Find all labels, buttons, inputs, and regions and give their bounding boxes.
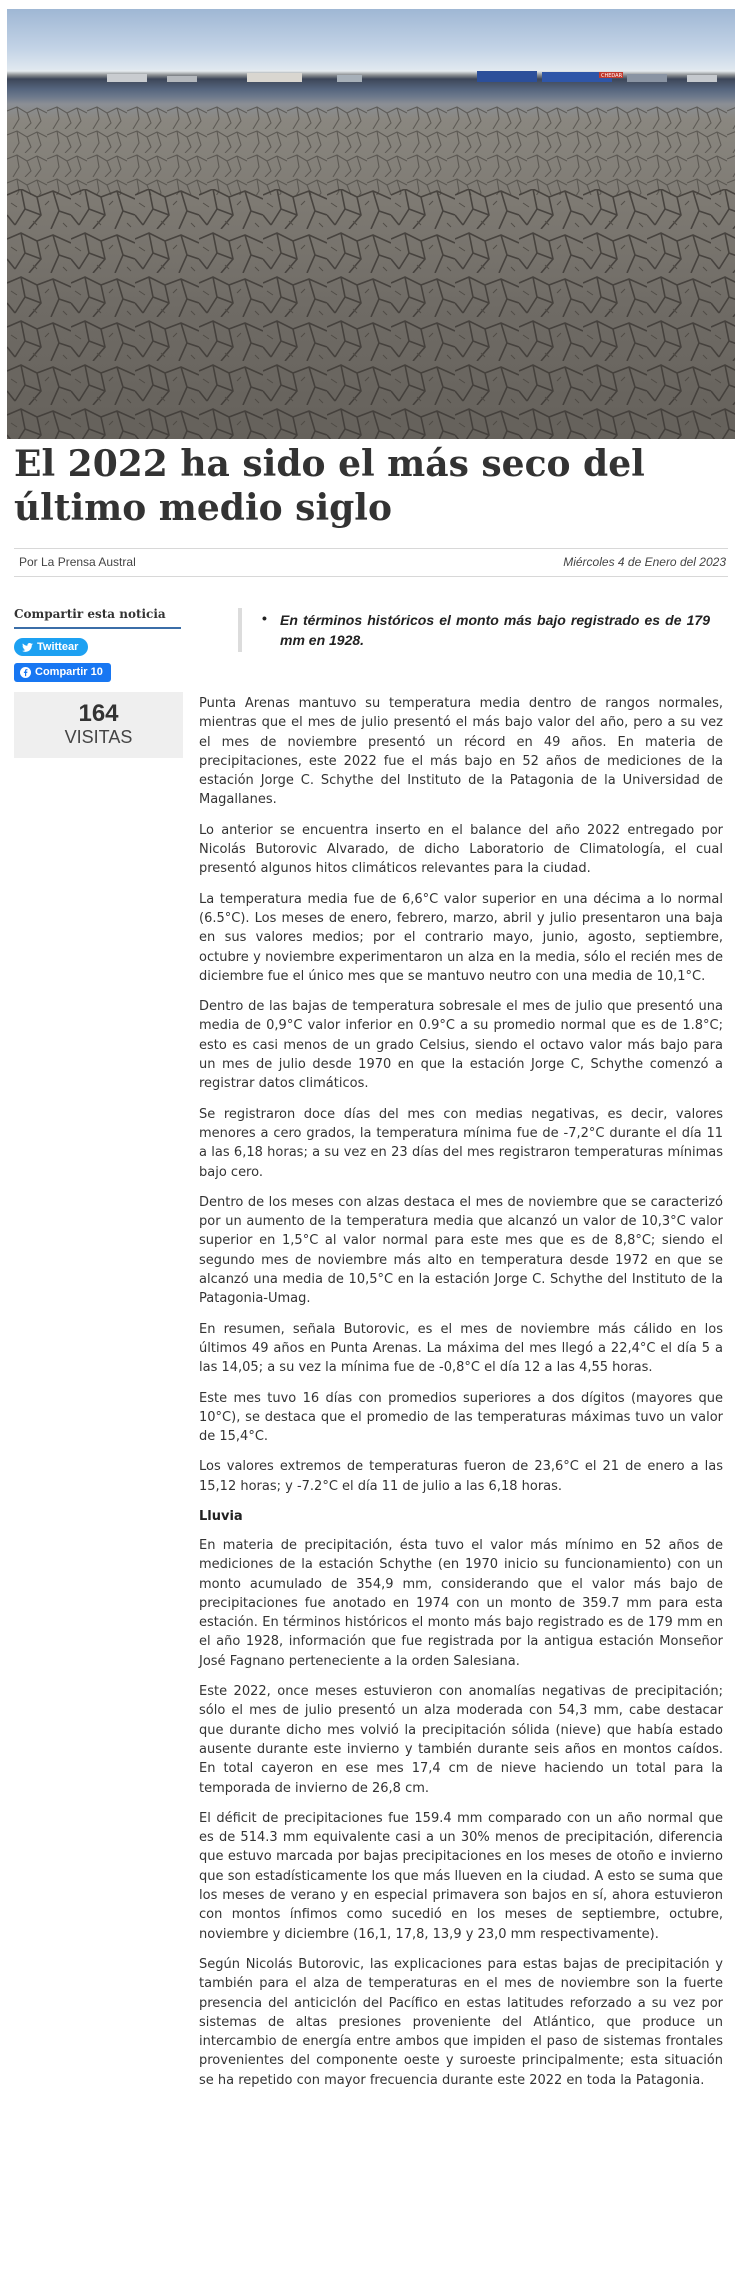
byline-author: Por La Prensa Austral <box>19 555 136 569</box>
article-paragraph: En materia de precipitación, ésta tuvo el valor más mínimo en 52 años de mediciones de la estación Schythe (en 1970 inicio su funcionamiento) con un monto acumulado de 354,9 mm, considerando que el valor más bajo de precipitaciones fue anotado en 1974 con un monto de 359.7 mm para esta estación. En términos históricos el monto más bajo registrado es de 179 mm en el año 1928, información que fue registrada por la antigua estación Monseñor José Fagnano perteneciente a la orden Salesiana. <box>199 1537 723 1669</box>
hero-image <box>7 9 735 439</box>
share-heading: Compartir esta noticia <box>14 607 181 629</box>
visits-counter <box>14 692 183 758</box>
article-paragraph: Los valores extremos de temperaturas fueron de 23,6°C el 21 de enero a las 15,12 horas; y -7.2°C el día 11 de julio a las 6,18 horas. <box>199 1459 723 1494</box>
facebook-share-label: Compartir 10 <box>35 666 103 678</box>
article-paragraph: Según Nicolás Butorovic, las explicaciones para estas bajas de precipitación y también para el alza de temperaturas en el mes de noviembre son la fuerte presencia del anticiclón del Pacífico en estas latitudes reforzado a su vez por sistemas de altas presiones proveniente del Atlántico, que produce un intercambio de energía entre ambos que impiden el paso de sistemas frontales provenientes del componente oeste y suroeste principalmente; esta situación se ha repetido con mayor frecuencia durante este 2022 en toda la Patagonia. <box>199 1956 723 2088</box>
hero-sign-text: CHEDAR <box>601 73 623 79</box>
tweet-button[interactable] <box>14 638 88 656</box>
article-paragraph: Este mes tuvo 16 días con promedios superiores a dos dígitos (mayores que 10°C), se destaca que el promedio de las temperaturas máximas tuvo un valor de 15,4°C. <box>199 1390 723 1445</box>
quote-bullet: • <box>262 610 267 626</box>
article-headline: El 2022 ha sido el más seco del último medio siglo <box>14 443 645 529</box>
article-paragraph: Dentro de las bajas de temperatura sobresale el mes de julio que presentó una media de 0,9°C valor inferior en 0.9°C a su promedio normal que es de 1.8°C; esto es casi menos de un grado Celsius, siendo el octavo valor más bajo para un mes de julio desde 1970 en que la estación Jorge C, Schythe comenzó a registrar datos climáticos. <box>199 999 723 1092</box>
article-paragraph: El déficit de precipitaciones fue 159.4 mm comparado con un año normal que es de 514.3 mm equivalente casi a un 30% menos de precipitación, diferencia que estuvo marcada por bajas precipitaciones en los meses de otoño e invierno que son estadísticamente los que más llueven en la ciudad. A esto se suma que los meses de verano y en especial primavera son bajos en sí, ahora estuvieron con montos ínfimos como sucedió en los meses de septiembre, octubre, noviembre y diciembre (16,1, 17,8, 13,9 y 23,0 mm respectivamente). <box>199 1810 723 1942</box>
article-paragraph: Se registraron doce días del mes con medias negativas, es decir, valores menores a cero grados, la temperatura mínima fue de -7,2°C durante el día 11 a las 6,18 horas; a su vez en 23 días del mes registraron temperaturas mínimas bajo cero. <box>199 1106 723 1180</box>
facebook-share-button[interactable] <box>14 663 111 682</box>
byline-bar <box>14 548 728 577</box>
twitter-bird-icon <box>22 643 33 652</box>
byline-date: Miércoles 4 de Enero del 2023 <box>563 555 726 569</box>
pull-quote <box>238 608 710 652</box>
article-body <box>199 694 723 2101</box>
article-paragraph: La temperatura media fue de 6,6°C valor superior en una décima a lo normal (6.5°C). Los meses de enero, febrero, marzo, abril y julio presentaron una baja en sus valores medios; por el contrario mayo, junio, agosto, septiembre, octubre y noviembre experimentaron un alza en la media, sólo el recién mes de diciembre fue el único mes que se mantuvo neutro con una media de 10,1°C. <box>199 891 723 984</box>
article-paragraph: Punta Arenas mantuvo su temperatura media dentro de rangos normales, mientras que el mes de julio presentó el más bajo valor del año, pero a su vez el mes de noviembre presentó un récord en 49 años. En materia de precipitaciones, este 2022 fue el más bajo en 52 años de mediciones de la estación Jorge C. Schythe del Instituto de la Patagonia de la Universidad de Magallanes. <box>199 696 723 808</box>
article-paragraph: Dentro de los meses con alzas destaca el mes de noviembre que se caracterizó por un aumento de la temperatura media que alcanzó un valor de 10,3°C valor superior en 1,5°C al valor normal para este mes que es de 8,8°C; siendo el segundo mes de noviembre más alto en temperatura desde 1972 en que se alcanzó una media de 10,5°C en la estación Jorge C. Schythe del Instituto de la Patagonia-Umag. <box>199 1194 723 1307</box>
dry-cracked-lagoon-photo <box>7 9 735 439</box>
article-paragraph: Este 2022, once meses estuvieron con anomalías negativas de precipitación; sólo el mes de julio presentó un alza moderada con 54,3 mm, cabe destacar que durante dicho mes volvió la precipitación sólida (nieve) que había estado ausente durante este invierno y también durante seis años en montos caídos. En total cayeron en ese mes 17,4 cm de nieve haciendo un total para la temporada de invierno de 26,8 cm. <box>199 1684 723 1796</box>
facebook-f-icon <box>20 667 31 678</box>
article-paragraph: En resumen, señala Butorovic, es el mes de noviembre más cálido en los últimos 49 años en Punta Arenas. La máxima del mes llegó a 22,4°C el día 5 a las 14,05; a su vez la mínima fue de -0,8°C el día 12 a las 4,55 horas. <box>199 1321 723 1376</box>
visits-count: 164 <box>78 700 119 727</box>
tweet-label: Twittear <box>37 641 79 653</box>
article-paragraph: Lo anterior se encuentra inserto en el balance del año 2022 entregado por Nicolás Butorovic Alvarado, de dicho Laboratorio de Climatología, el cual presentó algunos hitos climáticos relevantes para la ciudad. <box>199 822 723 877</box>
pull-quote-text: En términos históricos el monto más bajo registrado es de 179 mm en 1928. <box>280 612 710 648</box>
article-subheading: Lluvia <box>199 1508 243 1524</box>
visits-label: VISITAS <box>64 727 133 747</box>
